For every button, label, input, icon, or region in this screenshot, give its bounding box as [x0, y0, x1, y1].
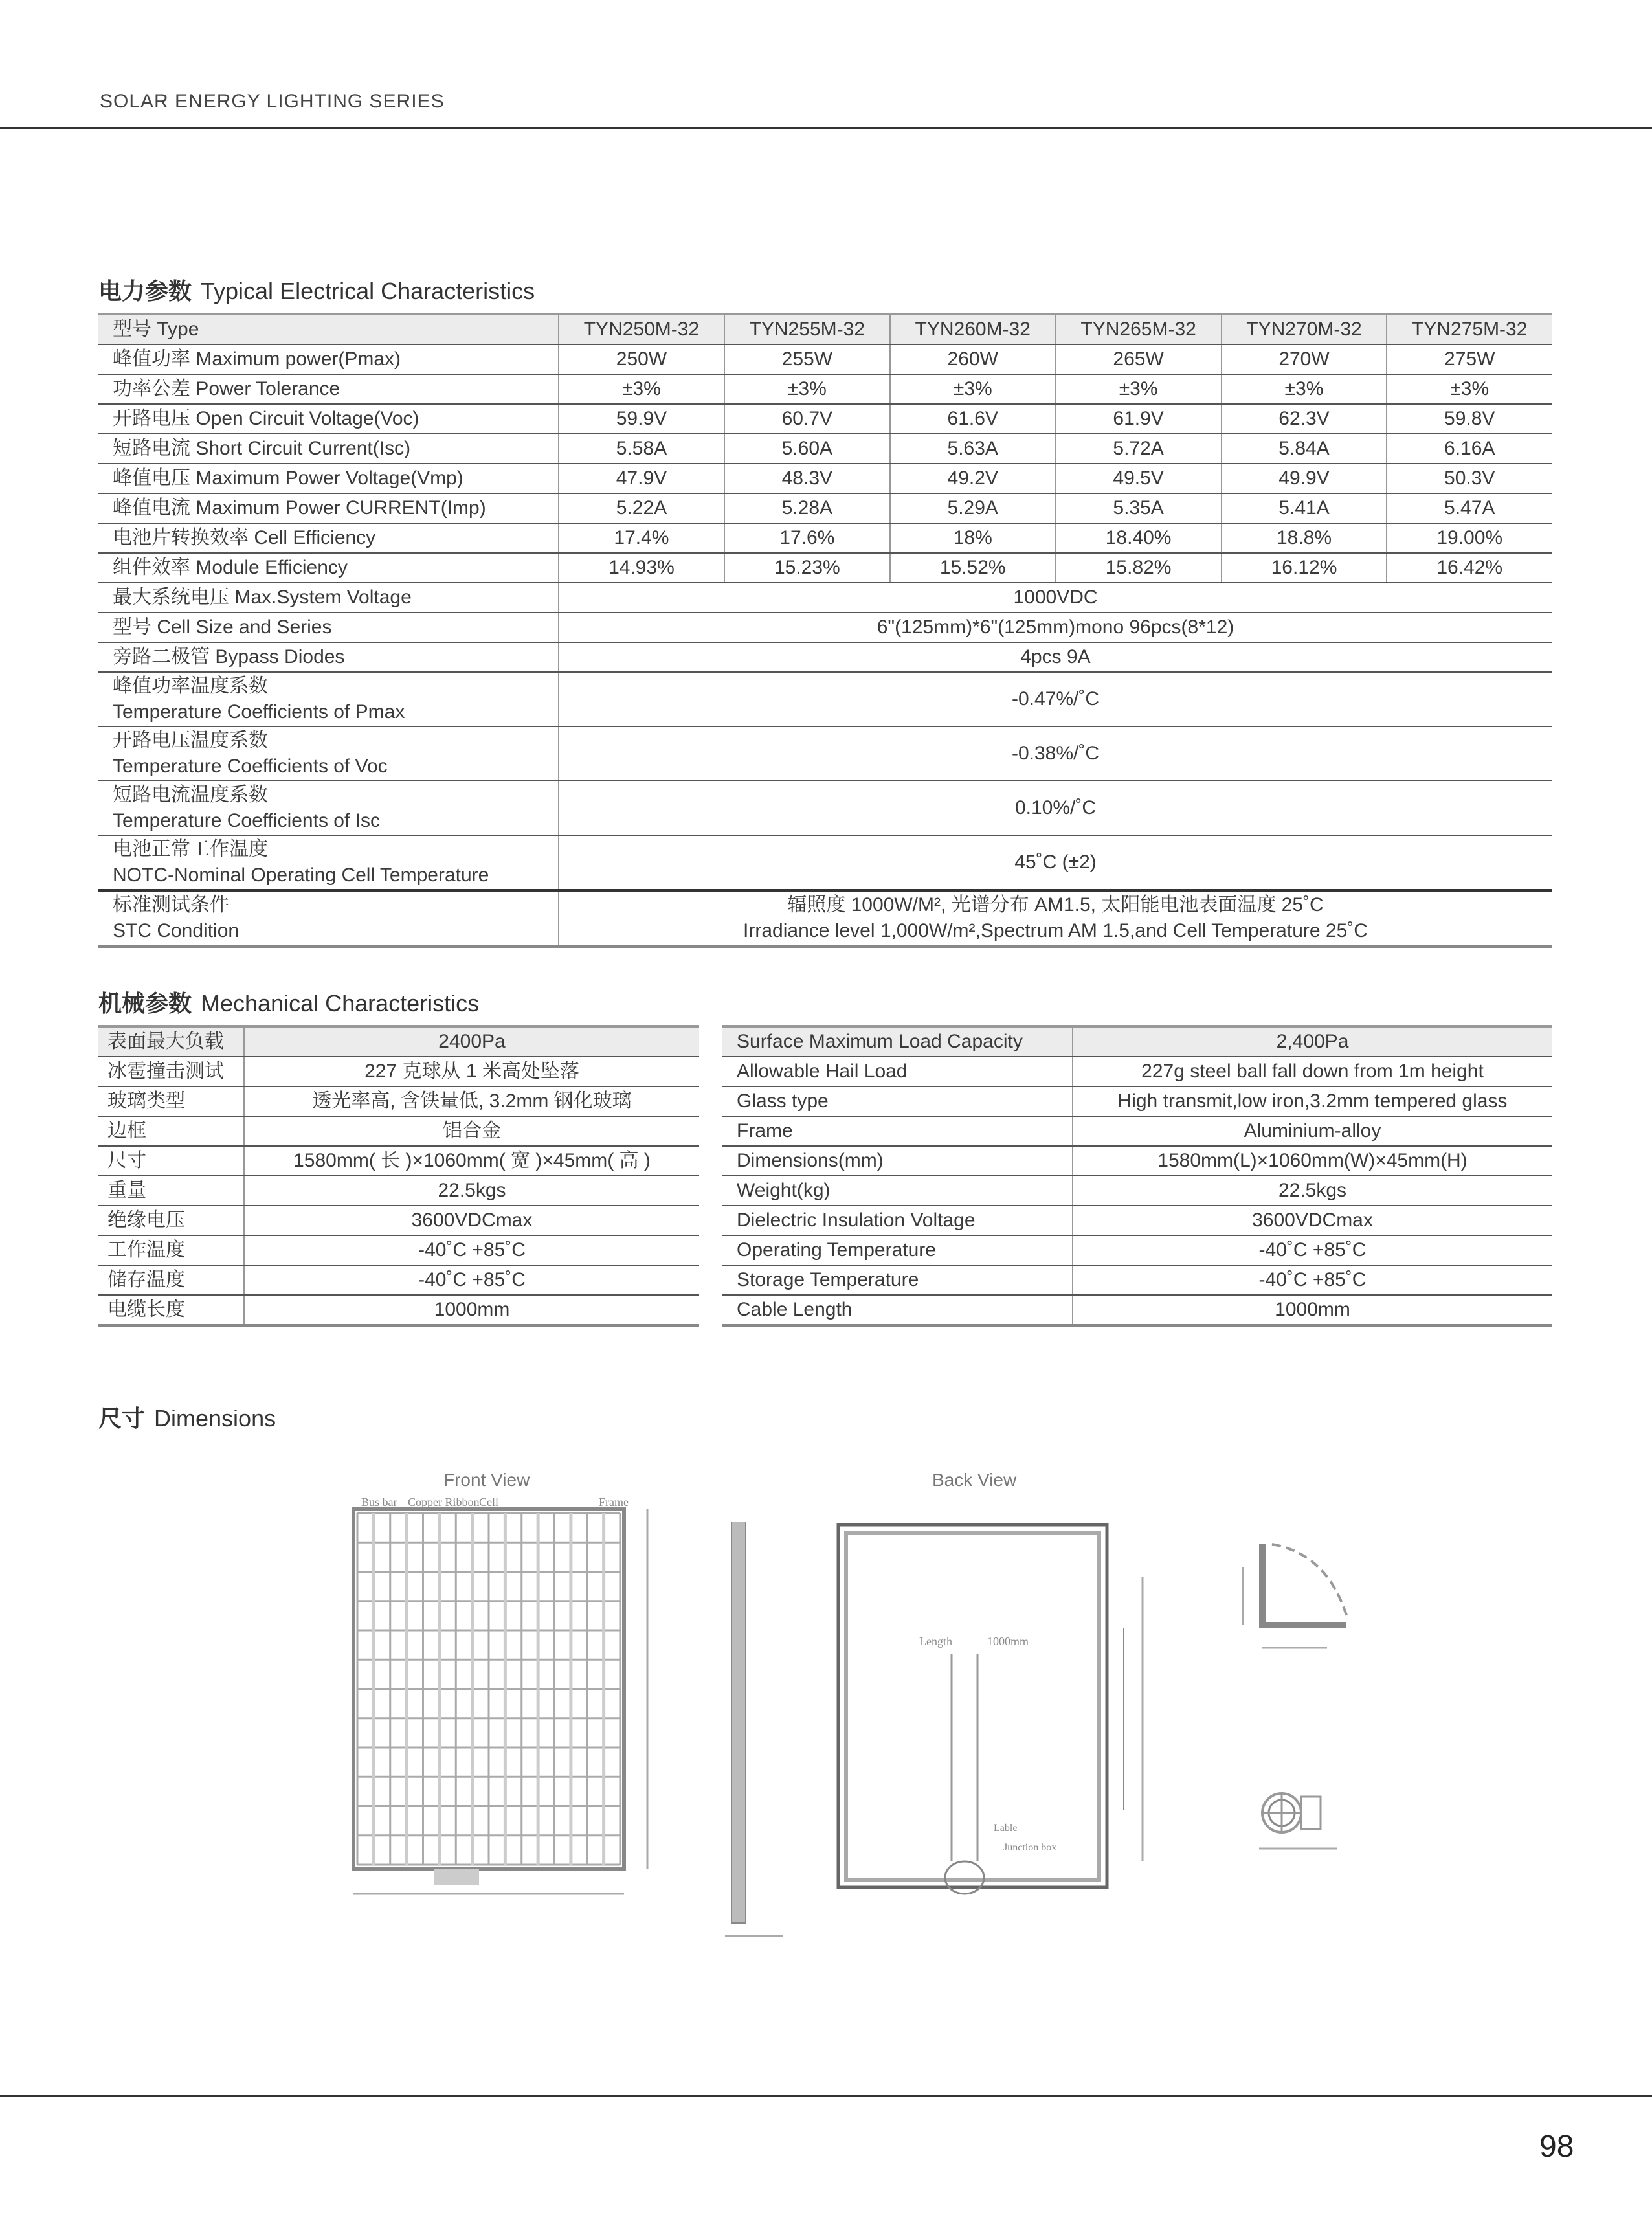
- electrical-title-cn: 电力参数: [98, 278, 192, 304]
- row-value: 15.23%: [724, 553, 890, 583]
- row-label-cn: 标准测试条件: [113, 894, 229, 916]
- mechanical-table-en: [722, 1025, 1552, 1327]
- back-view-drawing: [829, 1470, 1165, 1981]
- table-row: [722, 1176, 1552, 1206]
- table-row: [98, 781, 1552, 835]
- row-value: 15.52%: [890, 553, 1056, 583]
- row-label: 峰值电流 Maximum Power CURRENT(Imp): [98, 493, 559, 523]
- table-row: [98, 464, 1552, 493]
- row-label: 玻璃类型: [98, 1086, 244, 1116]
- stc-value-cn: 辐照度 1000W/M², 光谱分布 AM1.5, 太阳能电池表面温度 25˚C: [787, 894, 1324, 916]
- row-value: 17.4%: [559, 523, 724, 553]
- back-view-frame: [829, 1499, 1165, 1981]
- row-label: 组件效率 Module Efficiency: [98, 553, 559, 583]
- row-value: -0.38%/˚C: [559, 726, 1552, 781]
- row-label-en: STC Condition: [113, 920, 240, 941]
- mechanical-title-en: Mechanical Characteristics: [201, 990, 480, 1017]
- row-value: 265W: [1056, 344, 1222, 374]
- row-value: 49.9V: [1222, 464, 1387, 493]
- table-row: [98, 1057, 699, 1086]
- row-value: 铝合金: [244, 1116, 699, 1146]
- row-value: 22.5kgs: [1073, 1176, 1552, 1206]
- model-header-cell: TYN255M-32: [724, 314, 890, 344]
- row-label: Dimensions(mm): [722, 1146, 1073, 1176]
- electrical-table: [98, 313, 1552, 948]
- front-view-drawing: [350, 1470, 660, 1968]
- table-row: [98, 374, 1552, 404]
- model-header-cell: TYN270M-32: [1222, 314, 1387, 344]
- table-row: [722, 1057, 1552, 1086]
- row-value: 275W: [1387, 344, 1552, 374]
- row-label: [98, 726, 559, 781]
- row-value: 5.35A: [1056, 493, 1222, 523]
- table-row: [722, 1026, 1552, 1057]
- row-value: ±3%: [890, 374, 1056, 404]
- row-value: 3600VDCmax: [244, 1206, 699, 1235]
- dimensions-title-en: Dimensions: [154, 1405, 276, 1432]
- row-value: High transmit,low iron,3.2mm tempered glass: [1073, 1086, 1552, 1116]
- row-value: 2400Pa: [244, 1026, 699, 1057]
- row-value: 5.60A: [724, 434, 890, 464]
- cable-length-value: 1000mm: [987, 1635, 1029, 1648]
- row-value: 60.7V: [724, 404, 890, 434]
- row-value: 61.9V: [1056, 404, 1222, 434]
- row-value: 1580mm(L)×1060mm(W)×45mm(H): [1073, 1146, 1552, 1176]
- stc-row: [98, 890, 1552, 947]
- row-value: 5.29A: [890, 493, 1056, 523]
- side-view-drawing: [725, 1522, 790, 1942]
- model-header-cell: TYN260M-32: [890, 314, 1056, 344]
- row-label: 峰值功率 Maximum power(Pmax): [98, 344, 559, 374]
- row-value: 270W: [1222, 344, 1387, 374]
- row-value: 18.40%: [1056, 523, 1222, 553]
- row-label-cn: 电池正常工作温度: [113, 838, 268, 860]
- row-value: 49.2V: [890, 464, 1056, 493]
- table-row: [98, 1265, 699, 1295]
- row-value: 5.84A: [1222, 434, 1387, 464]
- row-value: 1000mm: [1073, 1295, 1552, 1326]
- row-value: 62.3V: [1222, 404, 1387, 434]
- table-row: [98, 493, 1552, 523]
- row-label: [98, 835, 559, 890]
- row-value: -40˚C +85˚C: [1073, 1235, 1552, 1265]
- row-value: 0.10%/˚C: [559, 781, 1552, 835]
- row-value: -40˚C +85˚C: [1073, 1265, 1552, 1295]
- footer-rule: [0, 2095, 1652, 2097]
- table-row: [98, 344, 1552, 374]
- row-label: Dielectric Insulation Voltage: [722, 1206, 1073, 1235]
- row-label: 电池片转换效率 Cell Efficiency: [98, 523, 559, 553]
- row-value: 3600VDCmax: [1073, 1206, 1552, 1235]
- row-label-en: NOTC-Nominal Operating Cell Temperature: [113, 864, 489, 886]
- table-row: [98, 1026, 699, 1057]
- row-value: 49.5V: [1056, 464, 1222, 493]
- row-label: 峰值电压 Maximum Power Voltage(Vmp): [98, 464, 559, 493]
- front-annotation-cell: Cell: [479, 1496, 498, 1509]
- row-label: 开路电压 Open Circuit Voltage(Voc): [98, 404, 559, 434]
- row-label: Surface Maximum Load Capacity: [722, 1026, 1073, 1057]
- row-value: 6.16A: [1387, 434, 1552, 464]
- table-row: [722, 1235, 1552, 1265]
- row-value: 59.9V: [559, 404, 724, 434]
- row-label-en: Temperature Coefficients of Isc: [113, 810, 380, 831]
- table-row: [98, 1295, 699, 1326]
- table-row: [722, 1086, 1552, 1116]
- row-label: Storage Temperature: [722, 1265, 1073, 1295]
- row-label: 绝缘电压: [98, 1206, 244, 1235]
- table-row: [98, 1176, 699, 1206]
- row-value: ±3%: [1387, 374, 1552, 404]
- row-value: Aluminium-alloy: [1073, 1116, 1552, 1146]
- mechanical-title: [98, 985, 479, 1018]
- electrical-title: [98, 273, 535, 306]
- row-value: 19.00%: [1387, 523, 1552, 553]
- row-value: 5.63A: [890, 434, 1056, 464]
- table-row: [98, 1116, 699, 1146]
- row-label: 最大系统电压 Max.System Voltage: [98, 583, 559, 613]
- row-value: 17.6%: [724, 523, 890, 553]
- row-value: 61.6V: [890, 404, 1056, 434]
- row-value: 透光率高, 含铁量低, 3.2mm 钢化玻璃: [244, 1086, 699, 1116]
- row-label: Operating Temperature: [722, 1235, 1073, 1265]
- stc-value: [559, 890, 1552, 947]
- header-label-cell: 型号 Type: [98, 314, 559, 344]
- page-number: 98: [1539, 2130, 1574, 2164]
- back-view-label: Back View: [932, 1470, 1017, 1490]
- row-value: 250W: [559, 344, 724, 374]
- row-value: 22.5kgs: [244, 1176, 699, 1206]
- row-value: 5.41A: [1222, 493, 1387, 523]
- mechanical-table-cn: [98, 1025, 699, 1327]
- row-label: 储存温度: [98, 1265, 244, 1295]
- row-label: 边框: [98, 1116, 244, 1146]
- row-label: 电缆长度: [98, 1295, 244, 1326]
- table-row: [98, 523, 1552, 553]
- row-label: 功率公差 Power Tolerance: [98, 374, 559, 404]
- table-row: [722, 1116, 1552, 1146]
- row-label: 重量: [98, 1176, 244, 1206]
- row-value: 14.93%: [559, 553, 724, 583]
- table-row: [98, 583, 1552, 613]
- row-label: 型号 Cell Size and Series: [98, 613, 559, 642]
- dimensions-title: [98, 1400, 276, 1433]
- row-label: 旁路二极管 Bypass Diodes: [98, 642, 559, 672]
- row-value: ±3%: [559, 374, 724, 404]
- row-value: 1000VDC: [559, 583, 1552, 613]
- series-header: SOLAR ENERGY LIGHTING SERIES: [100, 91, 445, 112]
- row-label-cn: 短路电流温度系数: [113, 784, 268, 805]
- row-value: 5.47A: [1387, 493, 1552, 523]
- row-label-cn: 开路电压温度系数: [113, 730, 268, 751]
- row-label: Frame: [722, 1116, 1073, 1146]
- row-label-en: Temperature Coefficients of Voc: [113, 756, 388, 777]
- row-value: 59.8V: [1387, 404, 1552, 434]
- nameplate: [434, 1869, 479, 1885]
- row-value: 16.42%: [1387, 553, 1552, 583]
- back-annotation-junction-box: Junction box: [1003, 1842, 1057, 1853]
- frame-corner-detail: [1236, 1541, 1359, 1658]
- row-value: 5.22A: [559, 493, 724, 523]
- row-value: 5.58A: [559, 434, 724, 464]
- dimensions-title-cn: 尺寸: [98, 1405, 146, 1432]
- row-label: 尺寸: [98, 1146, 244, 1176]
- table-row: [722, 1265, 1552, 1295]
- row-value: 255W: [724, 344, 890, 374]
- front-view-panel: [350, 1505, 660, 1968]
- front-annotation-frame: Frame: [599, 1496, 629, 1509]
- row-value: 260W: [890, 344, 1056, 374]
- row-label: 冰雹撞击测试: [98, 1057, 244, 1086]
- row-value: 47.9V: [559, 464, 724, 493]
- table-row: [98, 1146, 699, 1176]
- row-value: 5.28A: [724, 493, 890, 523]
- row-value: -40˚C +85˚C: [244, 1265, 699, 1295]
- front-annotation-ribbon: Copper Ribbon: [408, 1496, 480, 1509]
- row-label: 短路电流 Short Circuit Current(Isc): [98, 434, 559, 464]
- table-row: [98, 672, 1552, 726]
- table-row: [98, 1206, 699, 1235]
- table-row: [98, 404, 1552, 434]
- row-value: 1000mm: [244, 1295, 699, 1326]
- table-row: [722, 1206, 1552, 1235]
- mechanical-title-cn: 机械参数: [98, 990, 192, 1017]
- row-value: 6"(125mm)*6"(125mm)mono 96pcs(8*12): [559, 613, 1552, 642]
- table-row: [98, 726, 1552, 781]
- table-row: [722, 1295, 1552, 1326]
- header-rule: [0, 127, 1652, 129]
- row-value: 18.8%: [1222, 523, 1387, 553]
- front-view-label: Front View: [443, 1470, 530, 1490]
- row-value: -0.47%/˚C: [559, 672, 1552, 726]
- row-label: [98, 890, 559, 947]
- table-row: [98, 642, 1552, 672]
- model-header-cell: TYN265M-32: [1056, 314, 1222, 344]
- row-label: [98, 781, 559, 835]
- cable-length-label: Length: [919, 1635, 952, 1648]
- row-value: 45˚C (±2): [559, 835, 1552, 890]
- table-row: [98, 835, 1552, 890]
- row-value: -40˚C +85˚C: [244, 1235, 699, 1265]
- row-label-cn: 峰值功率温度系数: [113, 675, 268, 697]
- row-value: ±3%: [1056, 374, 1222, 404]
- row-value: 18%: [890, 523, 1056, 553]
- model-header-cell: TYN250M-32: [559, 314, 724, 344]
- row-label: Cable Length: [722, 1295, 1073, 1326]
- row-value: ±3%: [1222, 374, 1387, 404]
- row-value: 4pcs 9A: [559, 642, 1552, 672]
- table-row: [98, 613, 1552, 642]
- table-row: [98, 553, 1552, 583]
- model-header-cell: TYN275M-32: [1387, 314, 1552, 344]
- row-label: 工作温度: [98, 1235, 244, 1265]
- row-value: 227g steel ball fall down from 1m height: [1073, 1057, 1552, 1086]
- row-label: 表面最大负载: [98, 1026, 244, 1057]
- table-row: [98, 1086, 699, 1116]
- cell-grid: [357, 1513, 620, 1865]
- stc-value-en: Irradiance level 1,000W/m²,Spectrum AM 1.5,and Cell Temperature 25˚C: [743, 920, 1368, 941]
- row-value: 48.3V: [724, 464, 890, 493]
- table-row: [722, 1146, 1552, 1176]
- back-annotation-label: Lable: [994, 1823, 1018, 1834]
- row-value: 2,400Pa: [1073, 1026, 1552, 1057]
- row-value: 1580mm( 长 )×1060mm( 宽 )×45mm( 高 ): [244, 1146, 699, 1176]
- front-annotation-busbar: Bus bar: [361, 1496, 397, 1509]
- row-value: 50.3V: [1387, 464, 1552, 493]
- electrical-title-en: Typical Electrical Characteristics: [201, 278, 535, 304]
- row-value: 227 克球从 1 米高处坠落: [244, 1057, 699, 1086]
- table-row: [98, 434, 1552, 464]
- table-row: [98, 1235, 699, 1265]
- row-label-en: Temperature Coefficients of Pmax: [113, 701, 405, 723]
- row-value: 16.12%: [1222, 553, 1387, 583]
- table-header-row: [98, 314, 1552, 344]
- row-value: ±3%: [724, 374, 890, 404]
- row-label: Weight(kg): [722, 1176, 1073, 1206]
- row-value: 15.82%: [1056, 553, 1222, 583]
- mounting-hole-detail: [1256, 1787, 1359, 1858]
- row-label: [98, 672, 559, 726]
- row-value: 5.72A: [1056, 434, 1222, 464]
- row-label: Glass type: [722, 1086, 1073, 1116]
- row-label: Allowable Hail Load: [722, 1057, 1073, 1086]
